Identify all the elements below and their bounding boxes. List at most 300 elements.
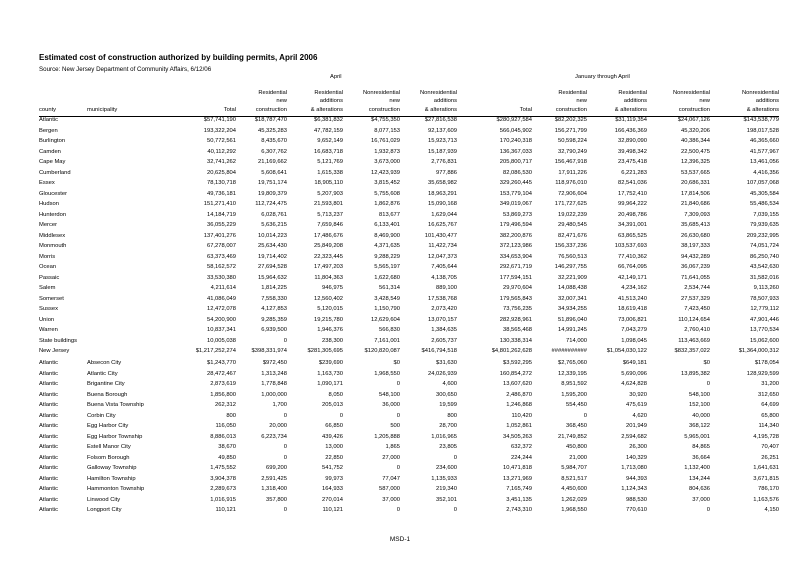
cell-ytd-nonres-new: 7,423,450	[684, 306, 710, 312]
table-header	[39, 74, 779, 117]
cell-ytd-nonres-new: 110,124,654	[678, 316, 710, 323]
cell-april-nonres-new: 3,815,452	[374, 180, 400, 186]
cell-ytd-nonres-alt: 86,250,740	[749, 253, 779, 260]
cell-ytd-total: 13,271,969	[502, 475, 532, 482]
cell-april-nonres-alt: 28,700	[439, 423, 457, 429]
cell-county: Salem	[39, 285, 56, 291]
cell-ytd-nonres-alt: 209,232,995	[746, 232, 779, 239]
cell-april-nonres-alt: 15,923,713	[427, 138, 457, 144]
col-header-april-res-new: Residential new construction	[255, 89, 287, 114]
cell-ytd-nonres-new: 13,895,382	[680, 370, 710, 377]
cell-april-nonres-new: 0	[396, 412, 400, 419]
cell-ytd-nonres-alt: 79,939,635	[749, 222, 779, 228]
cell-april-res-alt: 5,120,015	[317, 306, 343, 312]
cell-ytd-nonres-alt: 4,150	[764, 507, 779, 513]
cell-april-total: 50,772,561	[206, 138, 236, 144]
cell-ytd-total: 334,653,904	[499, 253, 532, 260]
cell-april-nonres-alt: 11,422,734	[428, 243, 457, 249]
table-row	[39, 369, 779, 380]
cell-april-res-alt: 99,973	[325, 475, 343, 482]
cell-ytd-nonres-alt: 65,800	[761, 412, 779, 419]
cell-april-total: 10,005,038	[206, 337, 236, 344]
cell-april-nonres-new: 1,205,888	[374, 433, 400, 440]
cell-april-nonres-new: 1,862,876	[374, 201, 400, 207]
cell-ytd-nonres-new: 152,100	[689, 402, 710, 408]
cell-april-nonres-alt: 219,340	[436, 486, 457, 492]
cell-april-total: $57,741,190	[203, 117, 236, 123]
cell-ytd-total: 82,086,530	[502, 169, 532, 176]
cell-april-res-new: 0	[283, 337, 287, 344]
cell-ytd-nonres-new: 27,537,329	[680, 295, 710, 302]
cell-april-total: 40,112,292	[207, 148, 236, 155]
cell-ytd-total: 1,052,861	[506, 423, 532, 429]
cell-ytd-nonres-alt: 198,017,528	[746, 127, 779, 134]
table-row	[39, 495, 779, 506]
cell-ytd-nonres-alt: 4,416,356	[753, 169, 779, 176]
cell-april-total: 67,278,007	[206, 243, 236, 249]
cell-april-res-new: 27,694,528	[257, 264, 287, 270]
table-row	[39, 178, 779, 189]
cell-ytd-nonres-new: 5,965,001	[684, 433, 710, 440]
cell-april-nonres-new: 1,622,680	[374, 274, 400, 281]
cell-ytd-res-new: 12,339,195	[557, 370, 587, 377]
cell-ytd-nonres-new: 40,386,344	[680, 138, 710, 144]
cell-ytd-nonres-new: 134,244	[689, 475, 710, 482]
cell-ytd-res-alt: 39,498,342	[617, 148, 647, 155]
cell-april-res-new: 19,809,379	[257, 190, 287, 197]
cell-ytd-res-new: 1,968,550	[561, 507, 587, 513]
cell-ytd-total: 2,743,310	[506, 507, 532, 513]
cell-ytd-nonres-alt: 13,770,534	[749, 327, 779, 333]
cell-ytd-nonres-alt: 4,195,728	[753, 433, 779, 440]
cell-ytd-total: 179,496,594	[499, 222, 532, 228]
cell-ytd-total: 13,607,620	[502, 381, 532, 387]
cell-county: Atlantic	[39, 454, 59, 461]
cell-county: Atlantic	[39, 117, 59, 123]
cell-april-nonres-new: 1,150,790	[374, 306, 400, 312]
municipality-rows	[39, 358, 779, 516]
cell-ytd-res-alt: 77,410,362	[617, 253, 647, 260]
cell-april-res-new: 8,435,670	[261, 138, 287, 144]
cell-ytd-res-new: ###########	[551, 348, 587, 354]
cell-april-res-alt: 1,163,730	[317, 370, 343, 377]
cell-ytd-nonres-alt: 64,699	[761, 402, 779, 408]
col-header-ytd-nonres-alt: Nonresidential additions & alterations	[741, 89, 779, 114]
table-row	[39, 346, 779, 357]
cell-ytd-res-new: 118,976,010	[555, 180, 587, 186]
cell-county: Atlantic	[39, 496, 59, 503]
cell-ytd-total: 349,019,067	[499, 201, 532, 207]
cell-april-res-new: 699,200	[266, 465, 287, 471]
cell-april-res-alt: 5,121,769	[317, 159, 343, 165]
cell-april-nonres-new: 12,629,604	[370, 316, 400, 323]
cell-april-res-alt: 13,000	[325, 444, 343, 450]
cell-april-nonres-alt: 2,605,737	[431, 337, 457, 344]
cell-april-res-new: 112,724,475	[255, 201, 287, 207]
cell-county: Atlantic	[39, 412, 59, 419]
cell-ytd-res-alt: 32,890,090	[617, 138, 647, 144]
cell-april-nonres-alt: 300,650	[436, 391, 457, 398]
cell-april-total: 1,016,915	[210, 496, 236, 503]
cell-april-nonres-new: 561,314	[379, 285, 400, 291]
cell-april-nonres-new: 4,371,635	[374, 243, 400, 249]
cell-ytd-nonres-alt: 70,407	[761, 444, 779, 450]
cell-county: Hudson	[39, 201, 59, 207]
cell-ytd-res-alt: 944,393	[626, 475, 647, 482]
cell-ytd-res-alt: 4,624,828	[621, 381, 647, 387]
cell-april-total: 8,886,013	[210, 433, 236, 440]
cell-april-res-new: 1,814,225	[261, 285, 287, 291]
cell-april-total: 54,200,900	[206, 316, 236, 323]
col-header-april-nonres-new: Nonresidential new construction	[362, 89, 400, 114]
cell-ytd-res-alt: 4,234,162	[621, 285, 647, 291]
cell-april-res-alt: 9,652,149	[317, 138, 343, 144]
cell-ytd-nonres-alt: 78,507,933	[749, 295, 779, 302]
cell-ytd-res-new: 19,022,239	[557, 211, 587, 218]
cell-ytd-nonres-new: $0	[703, 360, 710, 366]
cell-april-total: 28,472,467	[206, 370, 236, 377]
cell-april-nonres-alt: 977,886	[436, 169, 457, 176]
cell-april-nonres-new: 3,673,000	[374, 159, 400, 165]
cell-ytd-res-new: 32,790,249	[557, 148, 587, 155]
cell-ytd-res-alt: 63,865,525	[617, 232, 647, 239]
table-row	[39, 189, 779, 200]
cell-april-nonres-alt: $31,630	[436, 360, 457, 366]
cell-ytd-nonres-new: 71,641,055	[680, 274, 710, 281]
cell-april-nonres-alt: 15,187,939	[427, 148, 457, 155]
cell-april-nonres-alt: 92,137,609	[427, 127, 457, 134]
cell-april-total: 2,873,619	[210, 381, 236, 387]
table-row	[39, 325, 779, 336]
cell-april-res-alt: 22,323,445	[313, 253, 343, 260]
cell-ytd-total: 160,854,272	[499, 370, 532, 377]
cell-ytd-res-new: 17,911,226	[558, 169, 587, 176]
cell-ytd-res-new: 76,560,513	[557, 253, 587, 260]
cell-april-nonres-alt: 234,600	[436, 465, 457, 471]
cell-ytd-nonres-alt: 1,641,631	[753, 465, 779, 471]
cell-ytd-res-alt: 6,221,283	[621, 169, 647, 176]
cell-april-res-alt: 270,014	[322, 496, 343, 503]
cell-april-total: 137,401,276	[203, 232, 236, 239]
cell-county: Atlantic	[39, 381, 59, 387]
cell-ytd-res-new: 8,951,592	[561, 381, 587, 387]
cell-ytd-total: 10,471,818	[502, 465, 532, 471]
cell-april-res-new: 21,169,662	[257, 159, 287, 165]
cell-municipality: Absecon City	[87, 360, 122, 366]
cell-april-res-alt: 0	[339, 412, 343, 419]
cell-ytd-res-alt: 166,436,369	[614, 127, 647, 134]
cell-april-nonres-new: 548,100	[379, 391, 400, 398]
cell-ytd-total: 372,123,986	[499, 243, 532, 249]
cell-april-res-alt: 12,560,402	[313, 295, 343, 302]
cell-ytd-total: 38,565,468	[502, 327, 532, 333]
cell-county: Hunterdon	[39, 211, 67, 218]
cell-county: Atlantic	[39, 465, 59, 471]
cell-county: Atlantic	[39, 370, 59, 377]
table-row	[39, 147, 779, 158]
col-header-ytd-res-alt: Residential additions & alterations	[614, 89, 647, 114]
cell-april-res-new: 0	[283, 454, 287, 461]
cell-ytd-res-alt: $1,054,030,122	[606, 348, 647, 354]
cell-ytd-nonres-new: 17,814,506	[680, 190, 710, 197]
cell-ytd-res-new: 32,221,909	[557, 274, 587, 281]
cell-ytd-nonres-alt: 31,200	[761, 381, 779, 387]
cell-ytd-res-alt: 73,006,821	[617, 316, 647, 323]
cell-ytd-nonres-alt: 74,051,724	[749, 243, 779, 249]
cell-ytd-nonres-new: 94,432,289	[680, 253, 710, 260]
cell-ytd-nonres-alt: 3,671,815	[753, 475, 779, 482]
cell-ytd-res-alt: 82,541,036	[617, 180, 647, 186]
cell-ytd-nonres-new: 548,100	[689, 391, 710, 398]
cell-ytd-res-new: 1,262,029	[561, 496, 587, 503]
cell-county: Cumberland	[39, 169, 71, 176]
cell-ytd-nonres-new: 20,686,331	[680, 180, 710, 186]
cell-april-nonres-new: 1,865	[385, 444, 400, 450]
cell-municipality: Hamilton Township	[87, 475, 136, 482]
cell-county: Somerset	[39, 295, 64, 302]
cell-april-nonres-alt: 15,090,168	[427, 201, 457, 207]
cell-april-nonres-new: 77,047	[382, 475, 400, 482]
cell-ytd-res-new: 146,297,755	[554, 264, 587, 270]
cell-county: Atlantic	[39, 423, 59, 429]
cell-municipality: Folsom Borough	[87, 454, 130, 461]
cell-ytd-res-alt: 1,124,343	[621, 486, 647, 492]
cell-ytd-res-new: 450,800	[566, 444, 587, 450]
cell-ytd-nonres-alt: 7,039,155	[753, 211, 779, 218]
cell-ytd-nonres-new: 35,685,413	[680, 222, 710, 228]
cell-ytd-res-new: 156,337,236	[554, 243, 587, 249]
cell-municipality: Corbin City	[87, 412, 116, 419]
table-row	[39, 168, 779, 179]
cell-ytd-total: 1,246,868	[506, 402, 532, 408]
cell-april-total: 14,184,719	[206, 211, 236, 218]
cell-april-total: 2,289,673	[210, 486, 236, 492]
cell-april-nonres-alt: 2,073,420	[431, 306, 457, 312]
cell-ytd-nonres-alt: $143,538,779	[743, 117, 779, 123]
cell-april-res-new: 9,285,359	[261, 316, 287, 323]
table-row	[39, 199, 779, 210]
cell-april-nonres-new: 587,000	[379, 486, 400, 492]
cell-april-res-alt: 11,804,363	[314, 274, 343, 281]
cell-april-total: 12,472,078	[206, 306, 236, 312]
cell-ytd-total: 153,779,104	[499, 190, 532, 197]
cell-april-nonres-new: 9,288,229	[374, 253, 400, 260]
cell-ytd-res-new: $2,765,060	[557, 360, 587, 366]
cell-ytd-nonres-alt: 46,365,660	[749, 138, 779, 144]
table-row	[39, 474, 779, 485]
cell-ytd-nonres-alt: 786,170	[758, 486, 779, 492]
cell-april-nonres-new: 37,000	[382, 496, 400, 503]
cell-ytd-res-new: 156,271,799	[554, 127, 587, 134]
cell-april-nonres-alt: 101,430,477	[424, 232, 457, 239]
cell-april-res-new: 6,028,761	[261, 211, 287, 218]
table-row	[39, 358, 779, 369]
cell-april-res-alt: 1,090,171	[317, 381, 343, 387]
cell-ytd-res-new: 51,896,040	[557, 316, 587, 323]
table-row	[39, 463, 779, 474]
cell-ytd-nonres-new: $24,067,126	[677, 117, 710, 123]
cell-april-res-new: 10,014,223	[257, 232, 287, 239]
cell-ytd-res-new: 14,991,245	[557, 327, 587, 333]
cell-ytd-res-new: 1,595,200	[561, 391, 587, 398]
cell-april-res-new: 7,558,330	[261, 295, 287, 302]
cell-april-nonres-new: 500	[390, 423, 400, 429]
cell-april-res-alt: 541,752	[322, 465, 343, 471]
cell-ytd-nonres-alt: 1,163,576	[753, 496, 779, 503]
cell-ytd-res-alt: 99,964,222	[617, 201, 647, 207]
cell-municipality: Buena Vista Township	[87, 402, 144, 408]
cell-april-nonres-new: 12,423,939	[370, 169, 400, 176]
cell-ytd-nonres-new: 45,320,206	[680, 127, 710, 134]
cell-ytd-nonres-new: 21,840,686	[680, 201, 710, 207]
cell-county: Middlesex	[39, 232, 66, 239]
cell-ytd-nonres-alt: 114,340	[758, 423, 779, 429]
cell-april-res-alt: 21,593,801	[313, 201, 343, 207]
cell-april-res-new: 5,608,641	[261, 169, 287, 176]
cell-april-total: 58,162,572	[206, 264, 236, 270]
cell-county: Atlantic	[39, 402, 59, 408]
cell-county: Atlantic	[39, 475, 59, 482]
cell-ytd-total: 177,594,151	[499, 274, 532, 281]
table-row	[39, 231, 779, 242]
cell-april-total: 800	[226, 412, 236, 419]
cell-april-res-new: $972,450	[262, 360, 287, 366]
cell-ytd-nonres-new: 2,534,744	[684, 285, 710, 291]
cell-april-res-alt: 1,946,376	[317, 327, 343, 333]
cell-ytd-nonres-new: 368,122	[689, 423, 710, 429]
cell-april-nonres-alt: 0	[453, 454, 457, 461]
cell-ytd-total: 2,486,870	[506, 391, 532, 398]
cell-april-res-alt: 47,782,159	[313, 127, 343, 134]
table-row	[39, 210, 779, 221]
cell-april-nonres-new: 1,932,873	[374, 148, 400, 155]
table-row	[39, 411, 779, 422]
cell-april-nonres-alt: 24,026,939	[427, 370, 457, 377]
cell-county: Bergen	[39, 127, 58, 134]
cell-april-total: 49,850	[218, 454, 236, 461]
cell-april-res-alt: 5,713,237	[317, 211, 343, 218]
cell-ytd-total: $3,592,295	[502, 360, 532, 366]
table-row	[39, 241, 779, 252]
cell-ytd-res-new: 171,727,625	[554, 201, 587, 207]
cell-municipality: Hammonton Township	[87, 486, 145, 492]
cell-april-res-new: 4,127,853	[261, 306, 287, 312]
cell-ytd-nonres-alt: 55,486,534	[749, 201, 779, 207]
table-row	[39, 484, 779, 495]
cell-ytd-res-alt: 41,513,240	[617, 295, 647, 302]
cell-ytd-nonres-new: 84,865	[692, 444, 710, 450]
cell-april-total: 78,130,718	[206, 180, 236, 186]
cell-ytd-total: 130,338,314	[499, 337, 532, 344]
cell-ytd-res-alt: 66,764,095	[617, 264, 647, 270]
cell-ytd-res-alt: 7,043,279	[621, 327, 647, 333]
cell-ytd-total: 110,420	[511, 412, 532, 419]
cell-april-total: 262,312	[215, 402, 236, 408]
table-row	[39, 115, 779, 126]
cell-ytd-res-alt: 30,920	[629, 391, 647, 398]
cell-ytd-nonres-new: 26,630,680	[680, 232, 710, 239]
cell-ytd-total: 170,240,318	[499, 138, 532, 144]
cell-ytd-nonres-alt: 45,305,584	[749, 190, 779, 197]
col-header-municipality: municipality	[87, 107, 118, 114]
cell-ytd-res-alt: 20,498,786	[617, 211, 647, 218]
cell-ytd-nonres-new: 2,760,410	[684, 327, 710, 333]
cell-ytd-res-new: 72,906,604	[557, 190, 587, 197]
col-header-april-total: Total	[223, 107, 236, 114]
cell-ytd-total: 3,451,135	[506, 496, 532, 503]
cell-county: Atlantic	[39, 486, 59, 492]
cell-april-res-new: 1,000,000	[261, 391, 287, 398]
cell-april-nonres-new: 36,000	[382, 402, 400, 408]
cell-ytd-total: 382,200,876	[499, 232, 532, 239]
cell-april-nonres-alt: 1,016,965	[431, 433, 457, 440]
cell-ytd-res-new: 4,450,600	[561, 486, 587, 492]
cell-ytd-res-alt: 18,619,418	[617, 306, 647, 312]
cell-ytd-res-new: 21,000	[569, 454, 587, 461]
cell-april-total: 151,271,410	[203, 201, 236, 207]
cell-ytd-res-alt: $649,181	[622, 360, 647, 366]
cell-ytd-nonres-new: 36,664	[692, 454, 710, 461]
cell-ytd-res-alt: 5,690,096	[621, 370, 647, 377]
cell-april-total: 20,625,804	[206, 169, 236, 176]
cell-april-nonres-alt: 800	[447, 412, 457, 419]
cell-ytd-nonres-new: 113,463,669	[678, 337, 710, 344]
cell-ytd-res-alt: 2,594,682	[621, 433, 647, 440]
cell-april-nonres-alt: 23,805	[439, 444, 457, 450]
cell-ytd-total: 282,928,961	[499, 316, 532, 323]
cell-county: Monmouth	[39, 243, 67, 249]
cell-april-total: 110,121	[215, 507, 236, 513]
cell-april-nonres-alt: 12,047,373	[427, 253, 457, 260]
cell-county: Burlington	[39, 138, 66, 144]
cell-ytd-res-alt: 17,752,410	[617, 190, 647, 197]
cell-ytd-res-alt: 201,949	[626, 423, 647, 429]
cell-ytd-res-new: 714,000	[566, 337, 587, 344]
cell-municipality: Linwood City	[87, 496, 121, 503]
cell-ytd-nonres-new: 804,636	[689, 486, 710, 492]
cell-ytd-total: 224,244	[511, 454, 532, 461]
table-row	[39, 157, 779, 168]
cell-april-nonres-alt: 18,963,291	[427, 190, 457, 197]
cell-ytd-res-new: 5,984,707	[561, 465, 587, 471]
table-row	[39, 505, 779, 516]
cell-ytd-res-alt: 103,537,693	[614, 243, 647, 249]
cell-ytd-nonres-new: 53,537,665	[680, 169, 710, 176]
cell-april-nonres-new: 5,565,197	[374, 264, 400, 270]
table-row	[39, 252, 779, 263]
cell-april-nonres-new: 0	[396, 381, 400, 387]
cell-ytd-res-new: 34,934,255	[557, 306, 587, 312]
cell-ytd-res-new: 156,467,918	[554, 159, 587, 165]
cell-april-nonres-new: 3,428,549	[374, 295, 400, 302]
table-row	[39, 379, 779, 390]
cell-april-res-alt: $239,690	[318, 360, 343, 366]
cell-april-total: 41,086,049	[206, 295, 236, 302]
cell-april-nonres-new: 0	[396, 465, 400, 471]
cell-april-nonres-new: 1,968,550	[374, 370, 400, 377]
cell-county: Morris	[39, 253, 56, 260]
cell-april-nonres-alt: 7,405,644	[431, 264, 457, 270]
cell-ytd-res-new: 368,450	[566, 423, 587, 429]
cell-county: Ocean	[39, 264, 57, 270]
table-row	[39, 442, 779, 453]
table-row	[39, 453, 779, 464]
cell-ytd-nonres-alt: 9,113,260	[753, 285, 779, 291]
cell-april-nonres-new: $4,755,350	[370, 117, 400, 123]
cell-ytd-res-alt: 770,610	[626, 507, 647, 513]
cell-ytd-nonres-alt: $1,364,000,312	[738, 348, 779, 354]
cell-april-nonres-alt: 35,658,982	[427, 180, 457, 186]
